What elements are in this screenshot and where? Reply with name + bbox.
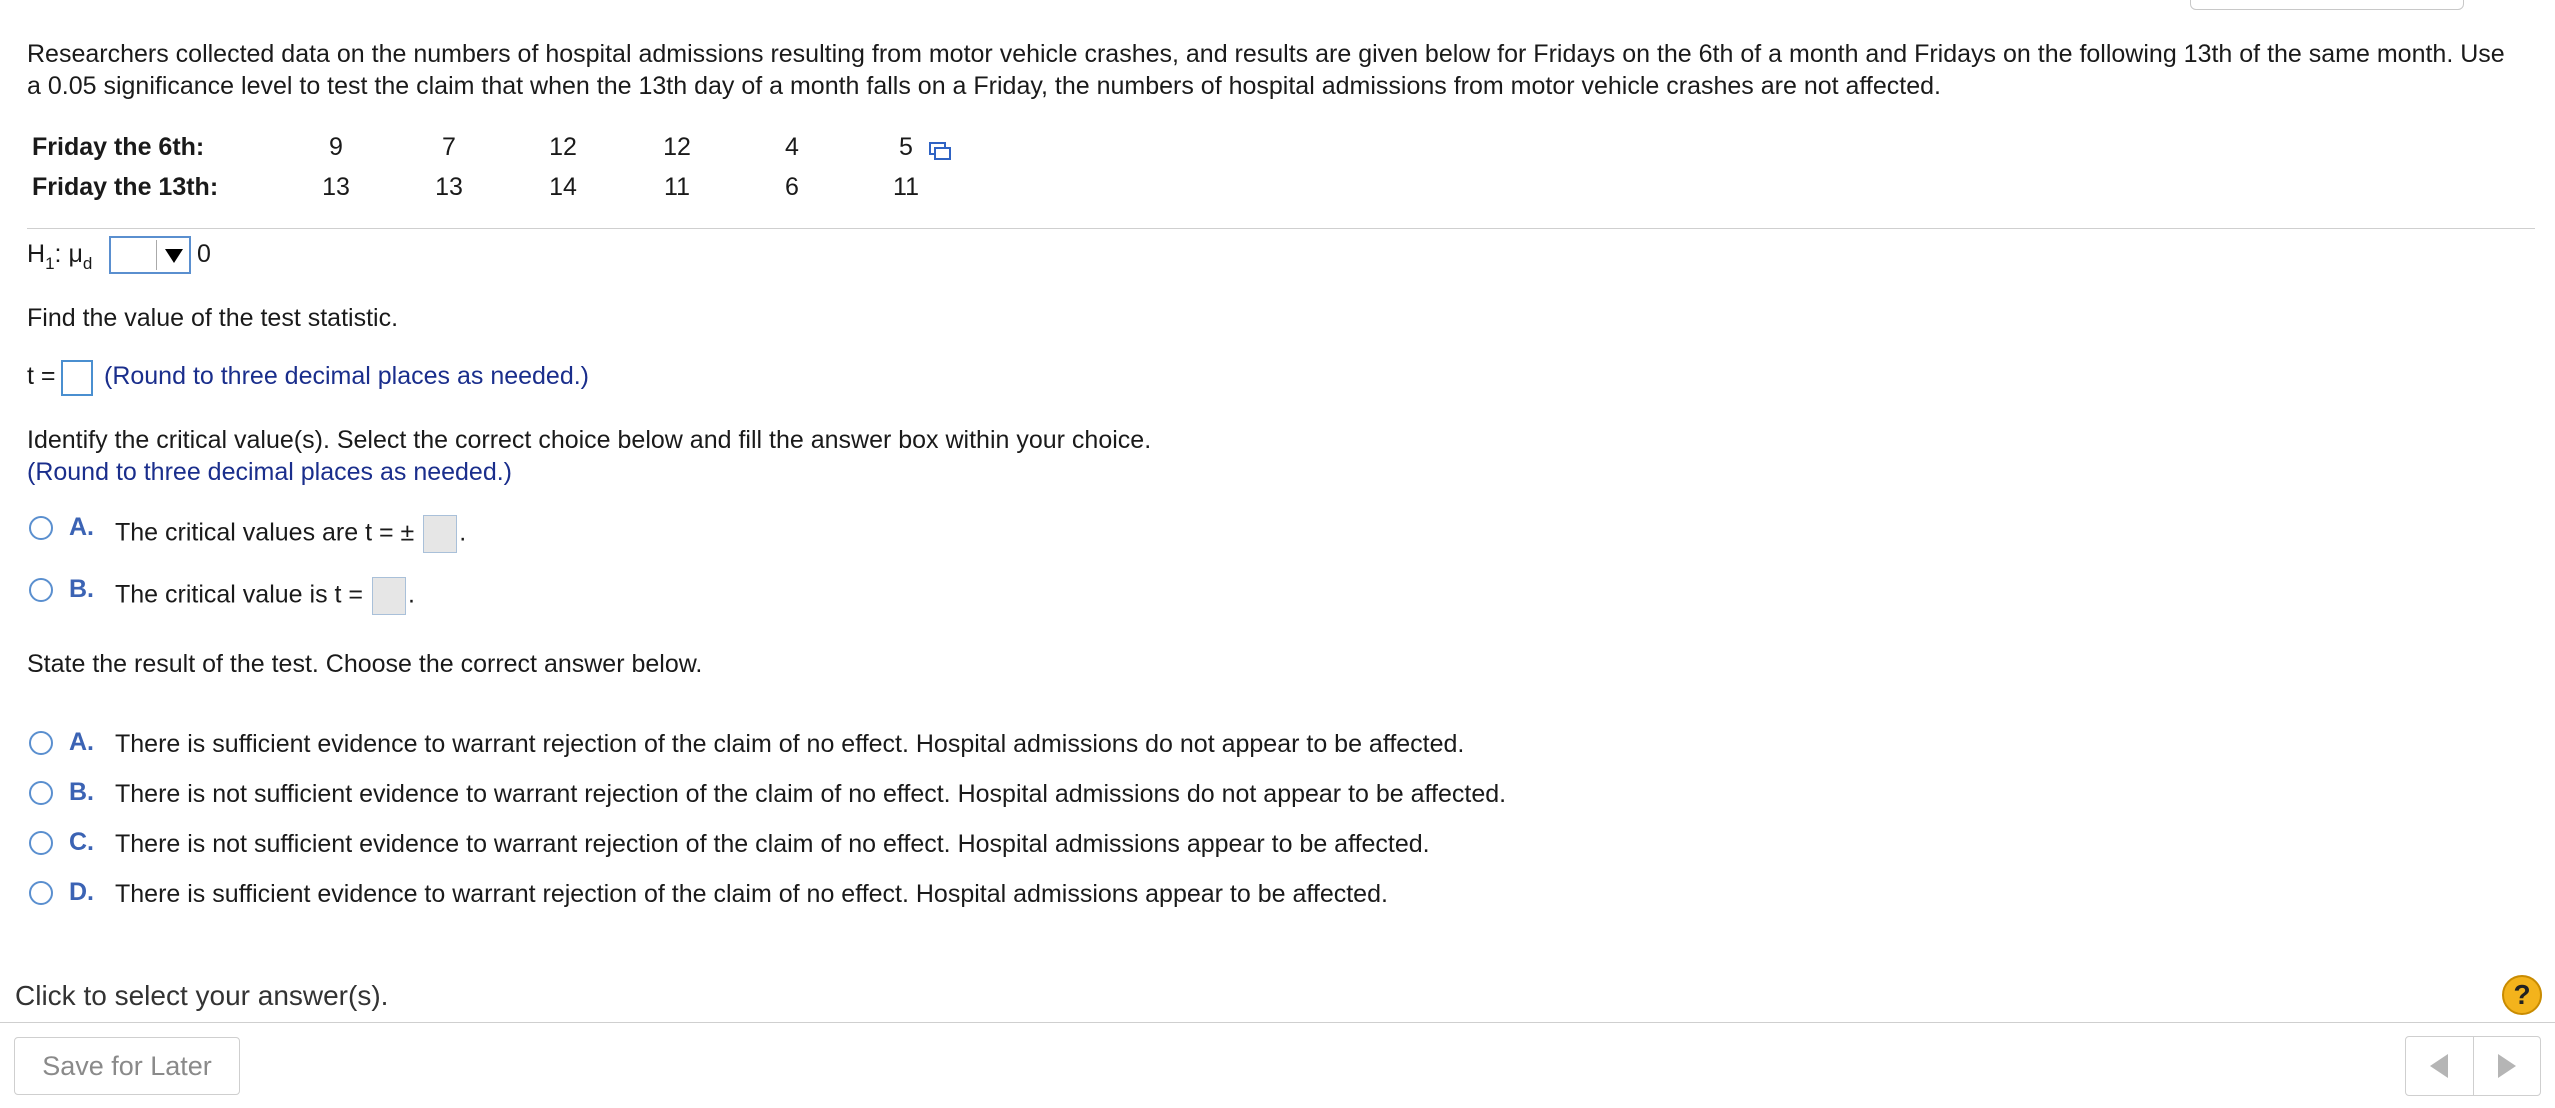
next-arrow-icon <box>2498 1054 2516 1078</box>
option-letter: B. <box>69 575 94 603</box>
hypothesis-operator-select[interactable] <box>109 236 191 274</box>
table-cell: 13 <box>435 173 463 201</box>
copy-data-icon[interactable] <box>928 141 952 161</box>
table-row <box>32 173 972 213</box>
option-text: The critical value is t = . <box>115 577 415 615</box>
option-text: There is sufficient evidence to warrant rejection of the claim of no effect. Hospital admissions do not appear to be affected. <box>115 730 1465 758</box>
table-cell: 5 <box>899 133 913 161</box>
critical-value-prompt <box>27 424 1151 488</box>
table-cell: 9 <box>329 133 343 161</box>
footer-divider <box>0 1022 2555 1023</box>
table-cell: 11 <box>893 173 919 201</box>
option-text: There is not sufficient evidence to warrant rejection of the claim of no effect. Hospital admissions appear to be affected. <box>115 830 1430 858</box>
radio-button[interactable] <box>29 831 53 855</box>
result-prompt: State the result of the test. Choose the correct answer below. <box>27 650 703 678</box>
test-statistic-prompt: Find the value of the test statistic. <box>27 304 399 332</box>
section-divider <box>27 228 2535 229</box>
table-row <box>32 133 972 173</box>
row-label: Friday the 6th: <box>32 133 205 161</box>
result-option-b[interactable] <box>29 778 1729 818</box>
question-intro: Researchers collected data on the numbers of hospital admissions resulting from motor vehicle crashes, and results are given below for Fridays on the 6th of a month and Fridays on the following 13th of the same month. Use a 0.05 significance level to test the claim that when the 13th day of a month falls on a Friday, the numbers of hospital admissions from motor vehicle crashes are not affected. <box>27 40 2505 100</box>
result-option-c[interactable] <box>29 828 1729 868</box>
table-cell: 13 <box>322 173 350 201</box>
table-cell: 12 <box>663 133 691 161</box>
option-text: The critical values are t = ± . <box>115 515 466 553</box>
hypothesis-symbol: $H_1$: $\mu_d$ <box>27 240 93 273</box>
prev-arrow-icon <box>2430 1054 2448 1078</box>
option-letter: A. <box>69 513 94 541</box>
critical-value-hint: (Round to three decimal places as needed.) <box>27 458 513 486</box>
option-letter: B. <box>69 778 94 806</box>
radio-button[interactable] <box>29 516 53 540</box>
result-option-d[interactable] <box>29 878 1729 918</box>
option-text: There is not sufficient evidence to warrant rejection of the claim of no effect. Hospital admissions do not appear to be affected. <box>115 780 1507 808</box>
test-statistic-hint: (Round to three decimal places as needed.) <box>104 362 590 390</box>
t-label: t = <box>27 362 56 390</box>
save-for-later-button[interactable]: Save for Later <box>14 1037 240 1095</box>
dropdown-arrow-icon[interactable] <box>156 240 189 270</box>
test-statistic-input[interactable] <box>61 360 93 396</box>
critical-value-question: Identify the critical value(s). Select the correct choice below and fill the answer box within your choice. <box>27 426 1152 454</box>
table-cell: 12 <box>549 133 577 161</box>
table-cell: 4 <box>785 133 799 161</box>
table-cell: 7 <box>442 133 456 161</box>
data-table <box>32 133 972 213</box>
previous-button[interactable] <box>2406 1037 2474 1095</box>
result-option-a[interactable] <box>29 728 1729 768</box>
option-letter: D. <box>69 878 94 906</box>
help-icon[interactable]: ? <box>2502 975 2542 1015</box>
radio-button[interactable] <box>29 578 53 602</box>
row-label: Friday the 13th: <box>32 173 219 201</box>
question-navigation <box>2405 1036 2541 1096</box>
table-cell: 6 <box>785 173 799 201</box>
critical-option-a[interactable] <box>29 513 1729 553</box>
critical-values-input[interactable] <box>423 515 457 553</box>
critical-value-input[interactable] <box>372 577 406 615</box>
next-button[interactable] <box>2474 1037 2541 1095</box>
status-message: Click to select your answer(s). <box>15 980 389 1011</box>
top-panel-tab <box>2190 0 2464 10</box>
option-letter: C. <box>69 828 94 856</box>
option-letter: A. <box>69 728 94 756</box>
table-cell: 14 <box>549 173 577 201</box>
radio-button[interactable] <box>29 781 53 805</box>
hypothesis-value: 0 <box>197 240 211 268</box>
radio-button[interactable] <box>29 881 53 905</box>
radio-button[interactable] <box>29 731 53 755</box>
option-text: There is sufficient evidence to warrant rejection of the claim of no effect. Hospital admissions appear to be affected. <box>115 880 1388 908</box>
table-cell: 11 <box>664 173 690 201</box>
critical-option-b[interactable] <box>29 575 1729 615</box>
